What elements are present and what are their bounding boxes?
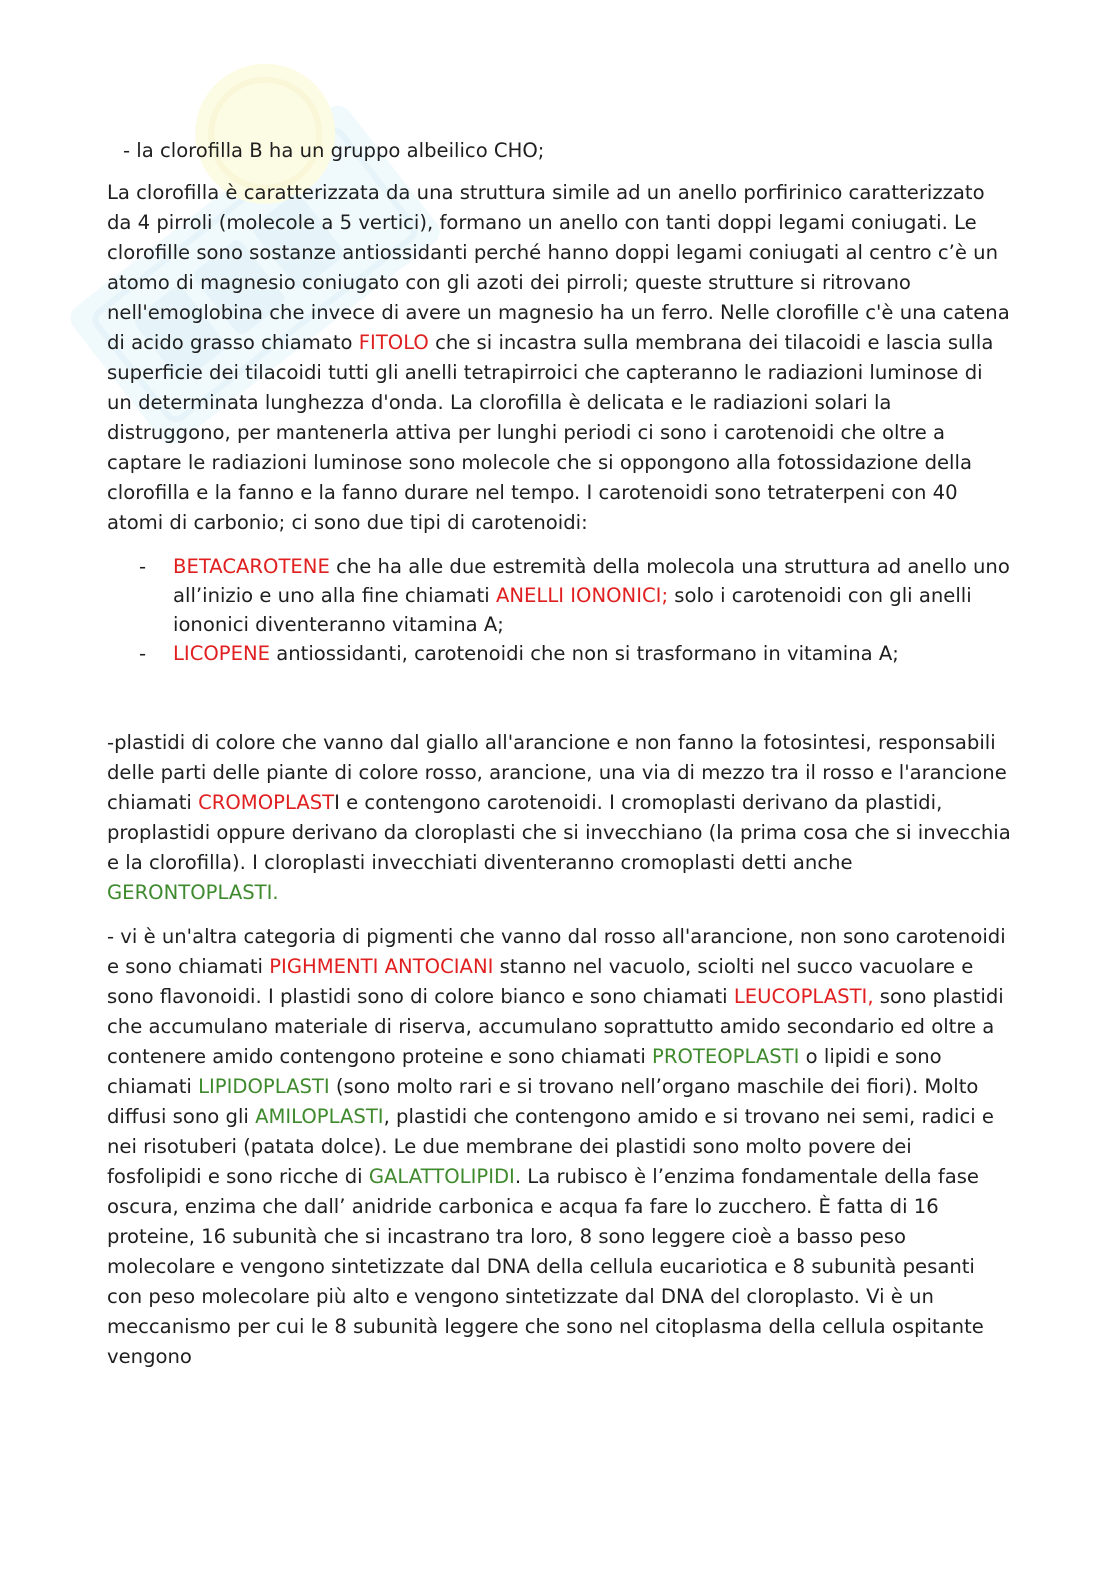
list-item-betacarotene	[107, 552, 1012, 639]
term-anelli-iononici: ANELLI IONONICI;	[495, 584, 669, 607]
text-run: antiossidanti, carotenoidi che non si trasformano in vitamina A;	[270, 642, 899, 665]
text-run: -plastidi di colore che vanno dal giallo all'arancione e non fanno la fotosintesi, responsabili delle parti delle piante di colore rosso, arancione, una via di mezzo tra il rosso e l'arancione chiamati	[107, 731, 1007, 814]
term-proteoplasti: PROTEOPLASTI	[652, 1045, 800, 1068]
term-amiloplasti: AMILOPLASTI	[255, 1105, 384, 1128]
text-run: - vi è un'altra categoria di pigmenti che vanno dal rosso all'arancione, non sono carotenoidi e sono chiamati	[107, 925, 1006, 978]
term-leucoplasti: LEUCOPLASTI,	[733, 985, 874, 1008]
bullet-dash: -	[139, 642, 147, 665]
text-line-clorofilla-b: - la clorofilla B ha un gruppo albeilico CHO;	[123, 139, 545, 162]
text-run: solo i carotenoidi con gli anelli iononici diventeranno vitamina A;	[173, 584, 972, 636]
list-item-licopene	[107, 639, 1012, 668]
text-run: , plastidi che contengono amido e si trovano nei semi, radici e nei risotuberi (patata dolce). Le due membrane dei plastidi sono molto povere dei fosfolipidi e sono ricche di	[107, 1105, 994, 1188]
text-run: che ha alle due estremità della molecola una struttura ad anello uno all’inizio e uno alla fine chiamati	[173, 555, 1010, 607]
text-run: I e contengono carotenoidi. I cromoplasti derivano da plastidi, proplastidi oppure derivano da cloroplasti che si invecchiano (la prima cosa che si invecchia e la clorofilla). I cloroplasti invecchiati diventeranno cromoplasti detti anche	[107, 791, 1011, 874]
text-run: (sono molto rari e si trovano nell’organo maschile dei fiori). Molto diffusi sono gli	[107, 1075, 979, 1128]
text-run: La clorofilla è caratterizzata da una struttura simile ad un anello porfirinico caratterizzato da 4 pirroli (molecole a 5 vertici), formano un anello con tanti doppi legami coniugati. Le clorofille sono sostanze antiossidanti perché hanno doppi legami coniugati al centro c’è un atomo di magnesio coniugato con gli azoti dei pirroli; queste strutture si ritrovano nell'emoglobina che invece di avere un magnesio ha un ferro. Nelle clorofille c'è una catena di acido grasso chiamato	[107, 181, 1010, 354]
paragraph-cromoplasti	[107, 728, 1012, 908]
term-fitolo: FITOLO	[358, 331, 429, 354]
term-cromoplasti: CROMOPLAST	[198, 791, 335, 814]
text-run: sono plastidi che accumulano materiale di riserva, accumulano soprattutto amido secondario ed oltre a contenere amido contengono proteine e sono chiamati	[107, 985, 1004, 1068]
term-betacarotene: BETACAROTENE	[173, 555, 330, 578]
term-licopene: LICOPENE	[173, 642, 271, 665]
text-run: stanno nel vacuolo, sciolti nel succo vacuolare e sono flavonoidi. I plastidi sono di colore bianco e sono chiamati	[107, 955, 974, 1008]
term-pigmenti-antociani: PIGHMENTI ANTOCIANI	[269, 955, 494, 978]
document-page	[107, 136, 1012, 1386]
carotenoid-list	[107, 552, 1012, 668]
term-gerontoplasti: GERONTOPLASTI.	[107, 881, 279, 904]
text-run: . La rubisco è l’enzima fondamentale della fase oscura, enzima che dall’ anidride carbonica e acqua fa fare lo zucchero. È fatta di 16 proteine, 16 subunità che si incastrano tra loro, 8 sono leggere cioè a basso peso molecolare e vengono sintetizzate dal DNA della cellula eucariotica e 8 subunità pesanti con peso molecolare più alto e vengono sintetizzate dal DNA del cloroplasto. Vi è un meccanismo per cui le 8 subunità leggere che sono nel citoplasma della cellula ospitante vengono	[107, 1165, 984, 1368]
paragraph-clorofilla	[107, 178, 1012, 538]
text-run: che si incastra sulla membrana dei tilacoidi e lascia sulla superficie dei tilacoidi tutti gli anelli tetrapirroici che capteranno le radiazioni luminose di un determinata lunghezza d'onda. La clorofilla è delicata e le radiazioni solari la distruggono, per mantenerla attiva per lunghi periodi ci sono i carotenoidi che oltre a captare le radiazioni luminose sono molecole che si oppongono alla fotossidazione della clorofilla e la fanno e la fanno durare nel tempo. I carotenoidi sono tetraterpeni con 40 atomi di carbonio; ci sono due tipi di carotenoidi:	[107, 331, 994, 534]
term-galattolipidi: GALATTOLIPIDI	[368, 1165, 515, 1188]
bullet-dash: -	[139, 555, 147, 578]
paragraph-antociani-leucoplasti	[107, 922, 1012, 1372]
text-run: o lipidi e sono chiamati	[107, 1045, 942, 1098]
term-lipidoplasti: LIPIDOPLASTI	[198, 1075, 330, 1098]
